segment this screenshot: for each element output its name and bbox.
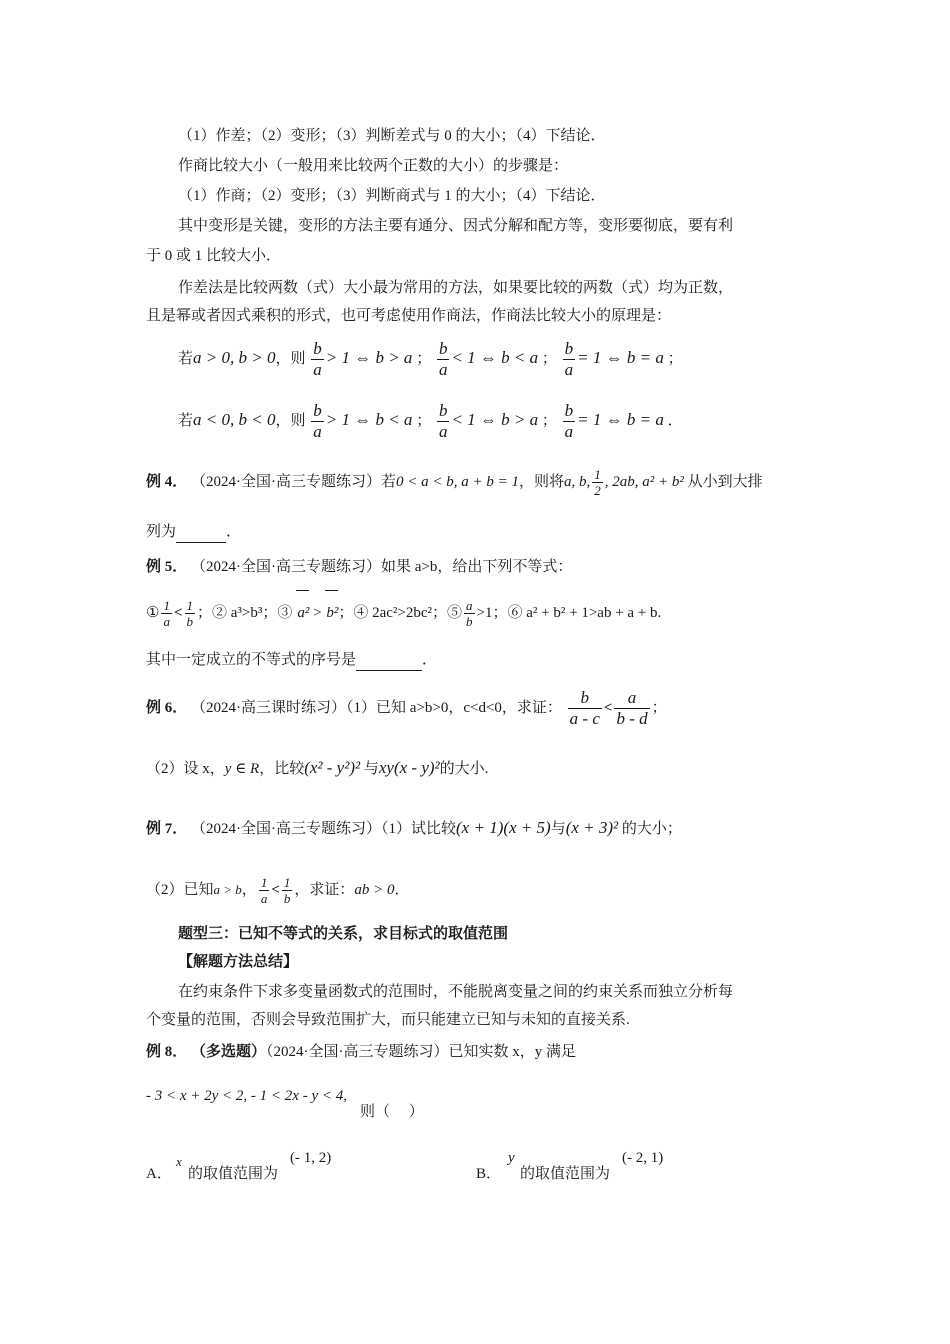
fraction-b-over-a: $\frac{b}{a}$ bbox=[313, 401, 322, 442]
example-8 bbox=[146, 1042, 576, 1062]
example-5-question bbox=[146, 650, 437, 671]
rule-then: ，则 bbox=[275, 351, 306, 367]
answer-blank[interactable] bbox=[176, 522, 226, 543]
example-7-part2 bbox=[146, 868, 410, 912]
example-7 bbox=[146, 812, 682, 845]
math-expr: (x + 3)² bbox=[565, 818, 619, 837]
example-text: （2024·高三课时练习）（1）已知 a>b>0，c<d<0，求证： bbox=[191, 700, 562, 716]
fraction-b-over-a: $\frac{b}{a}$ bbox=[564, 401, 574, 442]
separator: ； bbox=[667, 351, 683, 367]
question-type-tag: （多选题） bbox=[191, 1044, 267, 1060]
separator: ； bbox=[541, 351, 557, 367]
option-a-value: (- 1, 2) bbox=[290, 1150, 332, 1166]
math-expr: y ∈ R bbox=[224, 761, 260, 777]
fraction-1-over-a: $\frac{1}{a}$ bbox=[260, 875, 268, 907]
separator: ； bbox=[416, 413, 432, 429]
example-text: ， bbox=[241, 882, 257, 898]
method-summary-heading: 【解题方法总结】 bbox=[178, 954, 299, 970]
paragraph-method-2: 且是幂或者因式乘积的形式，也可考虑使用作商法，作商法比较大小的原理是： bbox=[146, 308, 672, 324]
example-label: 例 4． bbox=[146, 474, 188, 490]
example-text: （2）已知 bbox=[146, 882, 214, 898]
example-8-then: 则（ ） bbox=[360, 1104, 424, 1120]
option-b-label[interactable]: B． bbox=[476, 1166, 502, 1182]
example-5 bbox=[146, 557, 572, 577]
example-label: 例 8． bbox=[146, 1044, 188, 1060]
fraction-b-over-a: $\frac{b}{a}$ bbox=[313, 339, 322, 380]
example-expressions: , 2ab, a² + b² bbox=[604, 474, 684, 490]
relation: < bbox=[173, 605, 183, 621]
example-text: 与 bbox=[363, 761, 379, 777]
option-text: ；② a³>b³；③ bbox=[197, 605, 293, 621]
quotient-method-intro: 作商比较大小（一般用来比较两个正数的大小）的步骤是： bbox=[178, 158, 569, 174]
section-title: 题型三：已知不等式的关系，求目标式的取值范围 bbox=[178, 926, 509, 942]
option-b-value: (- 2, 1) bbox=[622, 1150, 664, 1166]
option-text: >1；⑥ a² + b² + 1>ab + a + b. bbox=[476, 605, 662, 621]
example-text: （2）设 x， bbox=[146, 761, 225, 777]
rule-condition: a < 0, b < 0 bbox=[193, 410, 276, 429]
fraction-b-over-a: $\frac{b}{a}$ bbox=[438, 339, 448, 380]
rule-relation: = 1 ⇔ b = a bbox=[577, 410, 664, 429]
separator: ； bbox=[651, 700, 667, 716]
paragraph-method-1: 作差法是比较两数（式）大小最为常用的方法，如果要比较的两数（式）均为正数， bbox=[178, 280, 734, 296]
step-list-quotient: （1）作商；（2）变形；（3）判断商式与 1 的大小；（4）下结论． bbox=[178, 188, 606, 204]
example-text: ，求证： bbox=[294, 882, 355, 898]
rule-relation: < 1 ⇔ b < a bbox=[451, 348, 539, 367]
rule-relation: > 1 ⇔ b > a bbox=[325, 348, 413, 367]
example-label: 例 6． bbox=[146, 700, 188, 716]
option-b-var: y bbox=[508, 1150, 515, 1166]
rule-then: ，则 bbox=[275, 413, 306, 429]
option-marker: ① bbox=[146, 605, 160, 621]
option-a-var: x bbox=[176, 1154, 182, 1169]
example-condition: 0 < a < b, a + b = 1 bbox=[396, 474, 520, 490]
example-text: （2024·全国·高三专题练习）如果 a>b，给出下列不等式： bbox=[191, 559, 573, 575]
math-expr: xy(x - y)² bbox=[378, 758, 440, 777]
example-6-part2 bbox=[146, 752, 488, 785]
example-8-condition: - 3 < x + 2y < 2, - 1 < 2x - y < 4, bbox=[146, 1088, 347, 1104]
sqrt-b-squared: b² bbox=[325, 590, 338, 635]
example-4-line2 bbox=[146, 522, 241, 543]
method-paragraph-2: 个变量的范围，否则会导致范围扩大，而只能建立已知与未知的直接关系. bbox=[146, 1012, 630, 1028]
separator: ． bbox=[667, 413, 683, 429]
rule-relation: < 1 ⇔ b > a bbox=[451, 410, 539, 429]
fraction-a-over-b-minus-d: $\frac{a}{b - d}$ bbox=[616, 688, 648, 729]
rule-label: 若 bbox=[178, 351, 194, 367]
fraction-a-over-b: $\frac{a}{b}$ bbox=[466, 598, 473, 630]
rule-relation: > 1 ⇔ b < a bbox=[325, 410, 413, 429]
paragraph-transform-2: 于 0 或 1 比较大小． bbox=[146, 248, 282, 264]
example-text: （2024·全国·高三专题练习）已知实数 x，y 满足 bbox=[266, 1044, 577, 1060]
example-text: 列为 bbox=[146, 524, 177, 540]
fraction-b-over-a-minus-c: $\frac{b}{a - c}$ bbox=[569, 688, 600, 729]
math-expr: ab > 0 bbox=[354, 882, 395, 898]
fraction-b-over-a: $\frac{b}{a}$ bbox=[564, 339, 574, 380]
example-text: 与 bbox=[550, 821, 566, 837]
method-paragraph-1: 在约束条件下求多变量函数式的范围时，不能脱离变量之间的约束关系而独立分析每 bbox=[178, 984, 734, 1000]
rule-condition: a > 0, b > 0 bbox=[193, 348, 276, 367]
math-expr: (x + 1)(x + 5) bbox=[456, 818, 551, 837]
option-text: ；④ 2ac²>2bc²；⑤ bbox=[338, 605, 463, 621]
answer-blank[interactable] bbox=[356, 650, 422, 671]
example-5-options bbox=[146, 590, 661, 635]
example-text: 从小到大排 bbox=[687, 474, 763, 490]
question-text: ． bbox=[422, 652, 438, 668]
example-text: （2024·全国·高三专题练习）（1）试比较 bbox=[191, 821, 457, 837]
relation: < bbox=[271, 882, 280, 898]
rule-relation: = 1 ⇔ b = a bbox=[577, 348, 664, 367]
example-source: （2024·全国·高三专题练习）若 bbox=[191, 474, 397, 490]
relation: < bbox=[603, 700, 613, 716]
sqrt-a-squared: a² bbox=[296, 590, 309, 635]
fraction-1-over-a: $\frac{1}{a}$ bbox=[163, 598, 170, 630]
separator: ； bbox=[541, 413, 557, 429]
fraction-one-half: $\frac{1}{2}$ bbox=[594, 467, 601, 499]
fraction-1-over-b: $\frac{1}{b}$ bbox=[186, 598, 194, 630]
example-text: ，则将 bbox=[519, 474, 565, 490]
example-label: 例 7． bbox=[146, 821, 188, 837]
option-b-text: 的取值范围为 bbox=[520, 1166, 611, 1182]
example-text: ． bbox=[226, 524, 242, 540]
math-expr: (x² - y²)² bbox=[304, 758, 361, 777]
option-a-label[interactable]: A． bbox=[146, 1166, 172, 1182]
option-a-text: 的取值范围为 bbox=[188, 1166, 279, 1182]
paragraph-transform-1: 其中变形是关键，变形的方法主要有通分、因式分解和配方等，变形要彻底，要有利 bbox=[178, 218, 734, 234]
math-expr: a > b bbox=[213, 882, 242, 897]
example-text: 的大小. bbox=[439, 761, 489, 777]
rule-negative bbox=[178, 394, 683, 447]
rule-label: 若 bbox=[178, 413, 194, 429]
example-4 bbox=[146, 462, 763, 502]
example-text: 的大小； bbox=[621, 821, 682, 837]
step-list-difference: （1）作差；（2）变形；（3）判断差式与 0 的大小；（4）下结论． bbox=[178, 128, 606, 144]
question-text: 其中一定成立的不等式的序号是 bbox=[146, 652, 357, 668]
example-text: ，比较 bbox=[259, 761, 305, 777]
example-6 bbox=[146, 684, 667, 732]
rule-positive bbox=[178, 332, 683, 385]
example-text: ． bbox=[394, 882, 410, 898]
fraction-b-over-a: $\frac{b}{a}$ bbox=[438, 401, 448, 442]
example-label: 例 5． bbox=[146, 559, 188, 575]
example-vars: a, b, bbox=[564, 474, 591, 490]
relation: > bbox=[313, 605, 322, 621]
separator: ； bbox=[416, 351, 432, 367]
fraction-1-over-b: $\frac{1}{b}$ bbox=[283, 875, 291, 907]
